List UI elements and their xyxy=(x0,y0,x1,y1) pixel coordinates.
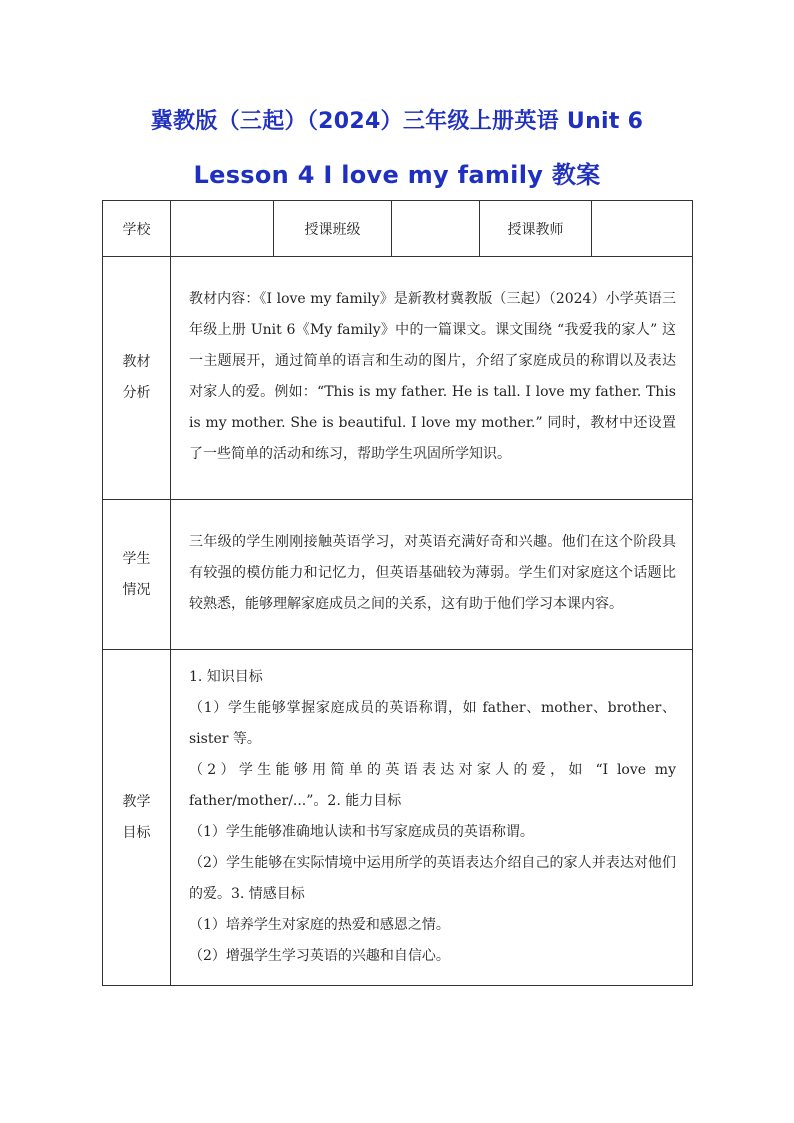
student-situation-label xyxy=(103,500,171,650)
objective-line: （2）学生能够用简单的英语表达对家人的爱，如 “I love my father/mother/...”。2. 能力目标 xyxy=(189,761,676,809)
textbook-analysis-label-line1: 教材 xyxy=(122,354,151,370)
objective-line: 1. 知识目标 xyxy=(189,668,263,685)
student-situation-label-line1: 学生 xyxy=(122,550,151,567)
lesson-plan-table xyxy=(102,200,693,986)
objective-line: （1）培养学生对家庭的热爱和感恩之情。 xyxy=(189,916,450,933)
objective-line: （1）学生能够准确地认读和书写家庭成员的英语称谓。 xyxy=(189,823,534,840)
student-situation-text: 三年级的学生刚刚接触英语学习，对英语充满好奇和兴趣。他们在这个阶段具有较强的模仿能力和记忆力，但英语基础较为薄弱。学生们对家庭这个话题比较熟悉，能够理解家庭成员之间的关系，这有助于他们学习本课内容。 xyxy=(189,534,676,612)
objective-line: （2）增强学生学习英语的兴趣和自信心。 xyxy=(189,947,450,964)
student-situation-content xyxy=(171,500,693,650)
textbook-analysis-content xyxy=(171,257,693,500)
textbook-analysis-text: 教材内容：《I love my family》是新教材冀教版（三起）（2024）小学英语三年级上册 Unit 6《My family》中的一篇课文。课文围绕 “我爱我的家人” 这一主题展开，通过简单的语言和生动的图片，介绍了家庭成员的称谓以及表达对家人的爱。例如：“This is my father. He is tall. I love my father. This is my mother. She is beautiful. I love my mother.” 同时，教材中还设置了一些简单的活动和练习，帮助学生巩固所学知识。 xyxy=(189,291,676,462)
class-label: 授课班级 xyxy=(274,201,392,257)
teaching-objectives-row xyxy=(103,650,693,986)
class-value xyxy=(392,201,480,257)
document-title-line2: Lesson 4 I love my family 教案 xyxy=(193,161,601,189)
teacher-value xyxy=(592,201,693,257)
objective-line: （1）学生能够掌握家庭成员的英语称谓，如 father、mother、brother、sister 等。 xyxy=(189,699,676,747)
textbook-analysis-label xyxy=(103,257,171,500)
teacher-label: 授课教师 xyxy=(480,201,592,257)
objective-line: （2）学生能够在实际情境中运用所学的英语表达介绍自己的家人并表达对他们的爱。3. 情感目标 xyxy=(189,854,676,902)
teaching-objectives-content xyxy=(171,650,693,986)
school-value xyxy=(171,201,274,257)
document-title-line1: 冀教版（三起）（2024）三年级上册英语 Unit 6 xyxy=(150,109,644,134)
student-situation-label-line2: 情况 xyxy=(122,581,151,598)
textbook-analysis-row xyxy=(103,257,693,500)
teaching-objectives-label-line2: 目标 xyxy=(122,824,151,841)
teaching-objectives-label-line1: 教学 xyxy=(122,793,151,810)
student-situation-row xyxy=(103,500,693,650)
textbook-analysis-label-line2: 分析 xyxy=(122,385,151,401)
teaching-objectives-label xyxy=(103,650,171,986)
school-label: 学校 xyxy=(103,201,171,257)
header-row xyxy=(103,201,693,257)
